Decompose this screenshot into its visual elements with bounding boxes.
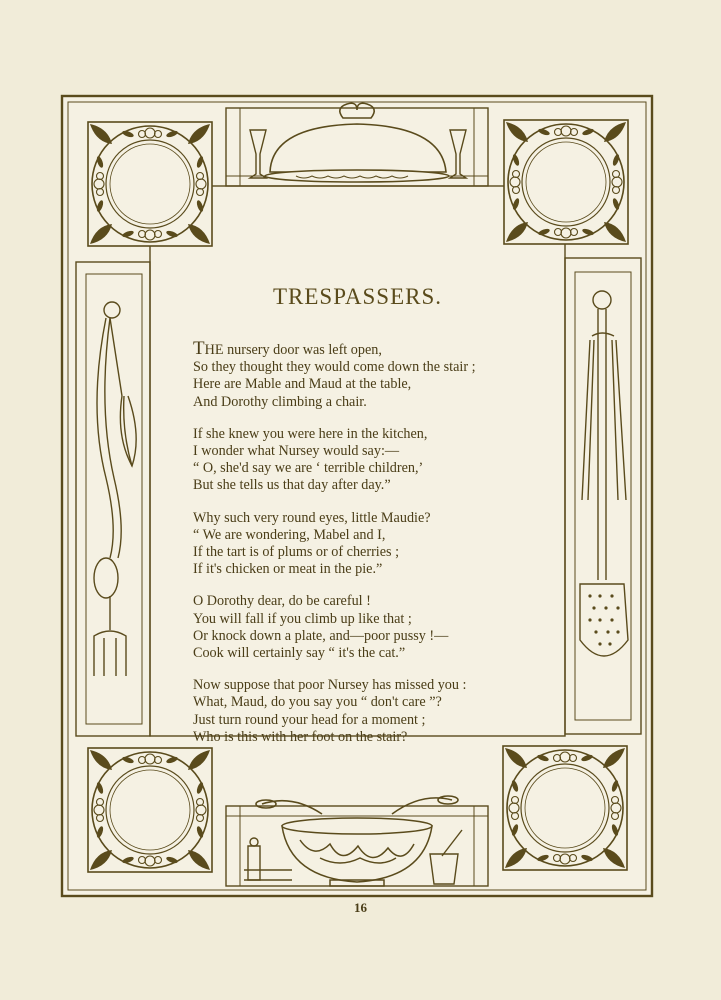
poem-line-text: HE nursery door was left open,	[204, 342, 382, 358]
drop-cap: T	[193, 338, 205, 359]
poem-line: You will fall if you climb up like that ;	[193, 610, 412, 627]
poem-line: Here are Mable and Maud at the table,	[193, 376, 412, 393]
poem-title: TRESPASSERS.	[272, 284, 443, 309]
poem-line: So they thought they would come down the stair ;	[193, 359, 476, 376]
poem-line: Who is this with her foot on the stair?	[193, 728, 408, 745]
poem-line: If the tart is of plums or of cherries ;	[193, 544, 400, 561]
poem-line	[193, 340, 553, 359]
poem-line: Why such very round eyes, little Maudie?	[193, 509, 431, 526]
plate-top-left-icon	[88, 122, 212, 246]
poem-line: Now suppose that poor Nursey has missed you :	[193, 677, 467, 694]
poem-line: I wonder what Nursey would say:—	[193, 443, 400, 460]
poem-line: Or knock down a plate, and—poor pussy !—	[193, 627, 449, 644]
plate-bottom-left-icon	[88, 748, 212, 872]
stanza	[193, 510, 553, 579]
page-number: 16	[354, 900, 367, 915]
poem-line: What, Maud, do you say you “ don't care ”?	[193, 694, 442, 711]
poem-line: Just turn round your head for a moment ;	[193, 711, 426, 728]
poem-line: And Dorothy climbing a chair.	[193, 393, 367, 410]
poem-line: If she knew you were here in the kitchen,	[193, 425, 428, 442]
plate-top-right-icon	[504, 120, 628, 244]
stanza	[193, 677, 553, 746]
poem-line: Cook will certainly say “ it's the cat.”	[193, 645, 406, 662]
poem-body	[193, 340, 553, 761]
plate-bottom-right-icon	[503, 746, 627, 870]
poem-line: “ We are wondering, Mabel and I,	[193, 526, 386, 543]
poem-line: If it's chicken or meat in the pie.”	[193, 561, 383, 578]
poem-line: O Dorothy dear, do be careful !	[193, 593, 371, 610]
stanza	[193, 426, 553, 495]
poem-line: “ O, she'd say we are ‘ terrible children,’	[193, 460, 424, 477]
stanza	[193, 340, 553, 411]
stanza	[193, 593, 553, 662]
poem-line: But she tells us that day after day.”	[193, 477, 391, 494]
